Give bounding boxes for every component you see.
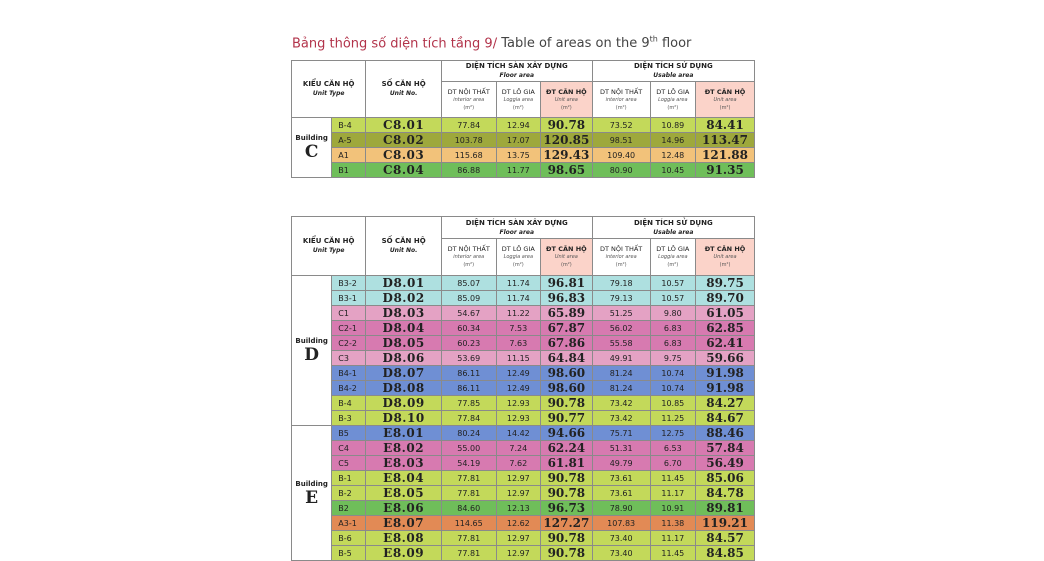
usable-unit-area: 61.05 (696, 306, 755, 321)
floor-loggia-area: 7.24 (496, 441, 540, 456)
building-label-cell (292, 118, 332, 178)
floor-interior-area: 84.60 (441, 501, 496, 516)
unit-number: C8.02 (366, 133, 441, 148)
usable-interior-area: 79.13 (592, 291, 650, 306)
usable-unit-area: 91.98 (696, 381, 755, 396)
building-letter: E (305, 487, 319, 508)
usable-interior-header-unit: (m²) (615, 104, 627, 111)
floor-loggia-area: 12.94 (496, 118, 540, 133)
usable-area-header-vi: DIỆN TÍCH SỬ DỤNG (633, 62, 713, 70)
floor-interior-header-vi: DT NỘI THẤT (447, 245, 490, 253)
unit-type-code: B-3 (332, 411, 366, 426)
usable-loggia-header-unit: (m²) (667, 104, 679, 111)
usable-loggia-area: 14.96 (650, 133, 695, 148)
unit-number: E8.03 (366, 456, 441, 471)
floor-interior-area: 60.34 (441, 321, 496, 336)
floor-loggia-area: 12.97 (496, 531, 540, 546)
usable-unit-area: 84.27 (696, 396, 755, 411)
usable-interior-area: 98.51 (592, 133, 650, 148)
usable-interior-area-header (592, 239, 650, 276)
floor-interior-header-vi: DT NỘI THẤT (447, 87, 490, 96)
floor-interior-area: 55.00 (441, 441, 496, 456)
table-row (292, 133, 755, 148)
floor-loggia-area: 7.53 (496, 321, 540, 336)
unit-type-code: B-6 (332, 531, 366, 546)
floor-loggia-area: 11.15 (496, 351, 540, 366)
floor-loggia-area: 12.97 (496, 471, 540, 486)
unit-type-code: B3-2 (332, 276, 366, 291)
unit-number: E8.05 (366, 486, 441, 501)
floor-interior-area: 77.81 (441, 486, 496, 501)
table-row (292, 148, 755, 163)
floor-unit-area: 67.86 (541, 336, 593, 351)
unit-type-code: A3-1 (332, 516, 366, 531)
usable-interior-area: 73.52 (592, 118, 650, 133)
floor-unit-area-header (541, 239, 593, 276)
usable-interior-area: 109.40 (592, 148, 650, 163)
floor-unit-area: 90.78 (541, 396, 593, 411)
unit-number: D8.02 (366, 291, 441, 306)
unit-number: D8.04 (366, 321, 441, 336)
usable-loggia-area: 12.75 (650, 426, 695, 441)
floor-unit-area: 120.85 (541, 133, 593, 148)
floor-interior-area: 77.85 (441, 396, 496, 411)
usable-unit-area-header (696, 82, 755, 118)
unit-number: E8.02 (366, 441, 441, 456)
floor-loggia-header-vi: DT LÔ GIA (501, 245, 535, 253)
usable-loggia-area: 6.70 (650, 456, 695, 471)
header-row-top (292, 217, 755, 239)
usable-unit-header-vi: ĐT CĂN HỘ (704, 87, 746, 96)
unit-number: D8.08 (366, 381, 441, 396)
floor-unit-area: 61.81 (541, 456, 593, 471)
floor-interior-area: 85.09 (441, 291, 496, 306)
usable-unit-area: 56.49 (696, 456, 755, 471)
table-row (292, 426, 755, 441)
usable-loggia-area: 10.45 (650, 163, 695, 178)
unit-number: D8.10 (366, 411, 441, 426)
floor-loggia-area: 11.74 (496, 276, 540, 291)
floor-unit-header-en: Unit area (554, 254, 578, 260)
area-table-building-d-e (291, 216, 755, 561)
usable-unit-area: 62.85 (696, 321, 755, 336)
table-row (292, 486, 755, 501)
usable-unit-area: 84.57 (696, 531, 755, 546)
usable-unit-header-unit: (m²) (719, 104, 731, 111)
floor-loggia-header-unit: (m²) (512, 104, 524, 111)
floor-loggia-area: 11.74 (496, 291, 540, 306)
usable-unit-area: 84.67 (696, 411, 755, 426)
unit-type-code: B-4 (332, 118, 366, 133)
floor-loggia-area: 12.93 (496, 411, 540, 426)
usable-loggia-area: 10.57 (650, 276, 695, 291)
usable-interior-area: 51.31 (592, 441, 650, 456)
usable-loggia-header-en: Loggia area (658, 96, 688, 103)
unit-no-header-en: Unit No. (389, 247, 418, 254)
floor-loggia-area: 12.93 (496, 396, 540, 411)
building-letter: C (304, 142, 319, 162)
floor-loggia-area-header (496, 82, 540, 118)
floor-loggia-area: 17.07 (496, 133, 540, 148)
unit-number: D8.06 (366, 351, 441, 366)
usable-loggia-area: 11.17 (650, 486, 695, 501)
unit-type-code: B5 (332, 426, 366, 441)
usable-loggia-area: 10.74 (650, 381, 695, 396)
floor-unit-area: 90.78 (541, 471, 593, 486)
unit-no-header-vi: SỐ CĂN HỘ (381, 80, 426, 88)
unit-type-header-vi: KIỂU CĂN HỘ (302, 80, 355, 88)
floor-unit-area: 96.81 (541, 276, 593, 291)
floor-loggia-area: 14.42 (496, 426, 540, 441)
usable-interior-area: 78.90 (592, 501, 650, 516)
unit-number: E8.08 (366, 531, 441, 546)
floor-unit-area: 62.24 (541, 441, 593, 456)
usable-interior-area-header (592, 82, 650, 118)
unit-number: C8.04 (366, 163, 441, 178)
floor-interior-area: 54.19 (441, 456, 496, 471)
floor-unit-area: 90.78 (541, 486, 593, 501)
floor-unit-area: 129.43 (541, 148, 593, 163)
table-row (292, 546, 755, 561)
usable-interior-header-unit: (m²) (615, 262, 627, 268)
floor-unit-area: 64.84 (541, 351, 593, 366)
unit-type-code: B-5 (332, 546, 366, 561)
area-table-building-c (291, 60, 755, 178)
table-row (292, 366, 755, 381)
unit-type-code: C2-1 (332, 321, 366, 336)
floor-loggia-area: 11.22 (496, 306, 540, 321)
floor-area-header-en: Floor area (499, 72, 535, 79)
unit-number: E8.04 (366, 471, 441, 486)
floor-loggia-area: 7.62 (496, 456, 540, 471)
floor-loggia-area: 12.49 (496, 366, 540, 381)
floor-loggia-area-header (496, 239, 540, 276)
usable-loggia-area: 10.57 (650, 291, 695, 306)
building-label-cell (292, 276, 332, 426)
usable-unit-area-header (696, 239, 755, 276)
floor-interior-area: 77.81 (441, 471, 496, 486)
usable-interior-area: 49.79 (592, 456, 650, 471)
unit-no-header (366, 217, 441, 276)
floor-loggia-area: 12.13 (496, 501, 540, 516)
floor-unit-header-unit: (m²) (560, 262, 572, 268)
floor-loggia-area: 12.97 (496, 546, 540, 561)
floor-interior-area-header (441, 239, 496, 276)
usable-unit-area: 84.85 (696, 546, 755, 561)
usable-loggia-area-header (650, 239, 695, 276)
usable-loggia-area: 10.91 (650, 501, 695, 516)
table-row (292, 163, 755, 178)
usable-interior-area: 81.24 (592, 381, 650, 396)
unit-type-code: B2 (332, 501, 366, 516)
usable-interior-area: 55.58 (592, 336, 650, 351)
usable-interior-area: 80.90 (592, 163, 650, 178)
building-label-cell (292, 426, 332, 561)
floor-unit-area: 65.89 (541, 306, 593, 321)
usable-interior-area: 73.40 (592, 546, 650, 561)
unit-type-code: B1 (332, 163, 366, 178)
table-row (292, 516, 755, 531)
unit-type-code: A1 (332, 148, 366, 163)
usable-area-header-vi: DIỆN TÍCH SỬ DỤNG (633, 218, 713, 227)
usable-unit-area: 84.78 (696, 486, 755, 501)
unit-type-header-en: Unit Type (312, 247, 345, 254)
floor-interior-area: 77.81 (441, 531, 496, 546)
unit-type-header (292, 217, 366, 276)
floor-unit-area-header (541, 82, 593, 118)
table-row (292, 351, 755, 366)
usable-unit-area: 59.66 (696, 351, 755, 366)
usable-unit-header-vi: ĐT CĂN HỘ (704, 245, 746, 253)
floor-area-header (441, 61, 592, 82)
usable-area-header (592, 217, 754, 239)
floor-unit-area: 90.78 (541, 546, 593, 561)
floor-area-header-vi: DIỆN TÍCH SÀN XÂY DỰNG (465, 62, 568, 70)
usable-interior-area: 73.42 (592, 411, 650, 426)
unit-type-code: B-2 (332, 486, 366, 501)
floor-interior-area: 53.69 (441, 351, 496, 366)
floor-unit-area: 98.65 (541, 163, 593, 178)
floor-loggia-header-en: Loggia area (503, 254, 534, 260)
floor-loggia-header-unit: (m²) (512, 262, 524, 268)
usable-interior-area: 73.61 (592, 471, 650, 486)
usable-loggia-header-en: Loggia area (658, 254, 688, 260)
usable-interior-area: 79.18 (592, 276, 650, 291)
usable-interior-header-en: interior area (605, 254, 637, 260)
usable-loggia-area: 11.45 (650, 471, 695, 486)
floor-interior-area: 85.07 (441, 276, 496, 291)
floor-unit-header-en: Unit area (554, 96, 578, 103)
floor-unit-header-unit: (m²) (560, 104, 572, 111)
usable-interior-area: 56.02 (592, 321, 650, 336)
unit-type-code: B-1 (332, 471, 366, 486)
table-row (292, 531, 755, 546)
unit-type-code: B4-1 (332, 366, 366, 381)
floor-interior-area: 54.67 (441, 306, 496, 321)
floor-interior-area: 86.88 (441, 163, 496, 178)
usable-interior-area: 75.71 (592, 426, 650, 441)
floor-loggia-header-en: Loggia area (503, 96, 534, 103)
table-row (292, 336, 755, 351)
usable-interior-header-en: interior area (605, 96, 637, 103)
floor-loggia-area: 13.75 (496, 148, 540, 163)
unit-type-code: C1 (332, 306, 366, 321)
floor-interior-area-header (441, 82, 496, 118)
floor-loggia-header-vi: DT LÔ GIA (501, 87, 535, 96)
floor-unit-area: 96.83 (541, 291, 593, 306)
floor-loggia-area: 12.49 (496, 381, 540, 396)
floor-interior-area: 60.23 (441, 336, 496, 351)
title-vietnamese: Bảng thông số diện tích tầng 9/ (292, 36, 498, 52)
unit-number: D8.03 (366, 306, 441, 321)
unit-type-code: C4 (332, 441, 366, 456)
unit-number: E8.07 (366, 516, 441, 531)
building-label: Building (295, 134, 328, 142)
floor-unit-area: 90.78 (541, 531, 593, 546)
usable-interior-area: 73.40 (592, 531, 650, 546)
floor-interior-area: 77.84 (441, 411, 496, 426)
unit-type-code: B3-1 (332, 291, 366, 306)
unit-number: D8.09 (366, 396, 441, 411)
usable-loggia-area: 11.45 (650, 546, 695, 561)
floor-loggia-area: 12.97 (496, 486, 540, 501)
usable-area-header-en: Usable area (653, 228, 694, 236)
usable-area-header (592, 61, 754, 82)
usable-loggia-area: 11.17 (650, 531, 695, 546)
header-row-top (292, 61, 755, 82)
floor-interior-area: 80.24 (441, 426, 496, 441)
usable-loggia-area: 9.80 (650, 306, 695, 321)
table-row (292, 276, 755, 291)
table-row (292, 291, 755, 306)
usable-unit-area: 89.70 (696, 291, 755, 306)
unit-type-code: A-5 (332, 133, 366, 148)
building-letter: D (304, 345, 320, 365)
unit-type-code: B-4 (332, 396, 366, 411)
usable-loggia-header-unit: (m²) (667, 262, 679, 268)
building-label: Building (295, 479, 328, 488)
unit-type-code: B4-2 (332, 381, 366, 396)
floor-interior-header-unit: (m²) (463, 104, 475, 111)
usable-loggia-area-header (650, 82, 695, 118)
unit-type-code: C5 (332, 456, 366, 471)
usable-unit-area: 113.47 (696, 133, 755, 148)
table-row (292, 441, 755, 456)
floor-unit-area: 90.78 (541, 118, 593, 133)
table-row (292, 321, 755, 336)
usable-unit-area: 119.21 (696, 516, 755, 531)
usable-unit-header-en: Unit area (713, 96, 737, 103)
table-row (292, 396, 755, 411)
table-row (292, 306, 755, 321)
floor-interior-area: 77.81 (441, 546, 496, 561)
unit-number: E8.09 (366, 546, 441, 561)
usable-unit-area: 84.41 (696, 118, 755, 133)
usable-unit-area: 89.75 (696, 276, 755, 291)
unit-no-header-vi: SỐ CĂN HỘ (381, 237, 426, 245)
unit-number: D8.01 (366, 276, 441, 291)
usable-unit-area: 91.98 (696, 366, 755, 381)
usable-loggia-area: 11.38 (650, 516, 695, 531)
floor-interior-area: 114.65 (441, 516, 496, 531)
unit-type-header-vi: KIỂU CĂN HỘ (302, 237, 355, 245)
unit-number: C8.03 (366, 148, 441, 163)
unit-number: E8.01 (366, 426, 441, 441)
floor-unit-area: 98.60 (541, 366, 593, 381)
table-row (292, 456, 755, 471)
usable-loggia-area: 6.53 (650, 441, 695, 456)
table-row (292, 381, 755, 396)
floor-unit-area: 96.73 (541, 501, 593, 516)
title-english: Table of areas on the 9th floor (497, 35, 692, 52)
unit-number: C8.01 (366, 118, 441, 133)
usable-unit-area: 57.84 (696, 441, 755, 456)
usable-unit-area: 121.88 (696, 148, 755, 163)
usable-loggia-header-vi: DT LÔ GIA (656, 87, 690, 96)
usable-interior-area: 107.83 (592, 516, 650, 531)
floor-area-header-vi: DIỆN TÍCH SÀN XÂY DỰNG (465, 218, 568, 227)
page-title (292, 35, 691, 51)
floor-unit-area: 90.77 (541, 411, 593, 426)
floor-interior-area: 115.68 (441, 148, 496, 163)
unit-type-code: C2-2 (332, 336, 366, 351)
unit-type-code: C3 (332, 351, 366, 366)
floor-interior-area: 86.11 (441, 366, 496, 381)
usable-area-header-en: Usable area (653, 72, 694, 79)
usable-unit-area: 88.46 (696, 426, 755, 441)
floor-area-header (441, 217, 592, 239)
floor-loggia-area: 11.77 (496, 163, 540, 178)
unit-number: E8.06 (366, 501, 441, 516)
table-row (292, 411, 755, 426)
usable-loggia-area: 6.83 (650, 321, 695, 336)
floor-unit-area: 94.66 (541, 426, 593, 441)
usable-loggia-area: 11.25 (650, 411, 695, 426)
usable-loggia-area: 6.83 (650, 336, 695, 351)
unit-number: D8.07 (366, 366, 441, 381)
usable-unit-header-en: Unit area (713, 254, 737, 260)
unit-number: D8.05 (366, 336, 441, 351)
usable-interior-area: 73.42 (592, 396, 650, 411)
usable-loggia-area: 10.74 (650, 366, 695, 381)
floor-unit-header-vi: ĐT CĂN HỘ (546, 245, 587, 253)
floor-interior-header-en: interior area (453, 96, 485, 103)
usable-unit-area: 91.35 (696, 163, 755, 178)
floor-interior-area: 86.11 (441, 381, 496, 396)
floor-interior-area: 77.84 (441, 118, 496, 133)
floor-interior-header-en: interior area (453, 254, 485, 260)
usable-loggia-area: 10.89 (650, 118, 695, 133)
floor-unit-area: 67.87 (541, 321, 593, 336)
usable-loggia-area: 9.75 (650, 351, 695, 366)
usable-interior-header-vi: DT NỘI THẤT (600, 245, 643, 253)
table-row (292, 471, 755, 486)
usable-interior-area: 49.91 (592, 351, 650, 366)
unit-type-header-en: Unit Type (312, 90, 345, 97)
usable-unit-area: 89.81 (696, 501, 755, 516)
floor-unit-area: 98.60 (541, 381, 593, 396)
usable-loggia-header-vi: DT LÔ GIA (656, 245, 690, 253)
floor-loggia-area: 7.63 (496, 336, 540, 351)
floor-area-header-en: Floor area (499, 228, 535, 236)
floor-interior-area: 103.78 (441, 133, 496, 148)
usable-loggia-area: 12.48 (650, 148, 695, 163)
usable-loggia-area: 10.85 (650, 396, 695, 411)
usable-interior-area: 51.25 (592, 306, 650, 321)
usable-unit-header-unit: (m²) (719, 262, 731, 268)
table-row (292, 501, 755, 516)
usable-interior-area: 73.61 (592, 486, 650, 501)
table-row (292, 118, 755, 133)
usable-interior-area: 81.24 (592, 366, 650, 381)
floor-loggia-area: 12.62 (496, 516, 540, 531)
floor-unit-header-vi: ĐT CĂN HỘ (546, 87, 587, 96)
floor-interior-header-unit: (m²) (463, 262, 475, 268)
floor-unit-area: 127.27 (541, 516, 593, 531)
usable-unit-area: 62.41 (696, 336, 755, 351)
unit-no-header-en: Unit No. (389, 90, 418, 97)
building-label: Building (295, 337, 328, 345)
usable-unit-area: 85.06 (696, 471, 755, 486)
unit-type-header (292, 61, 366, 118)
usable-interior-header-vi: DT NỘI THẤT (600, 87, 643, 96)
unit-no-header (366, 61, 441, 118)
